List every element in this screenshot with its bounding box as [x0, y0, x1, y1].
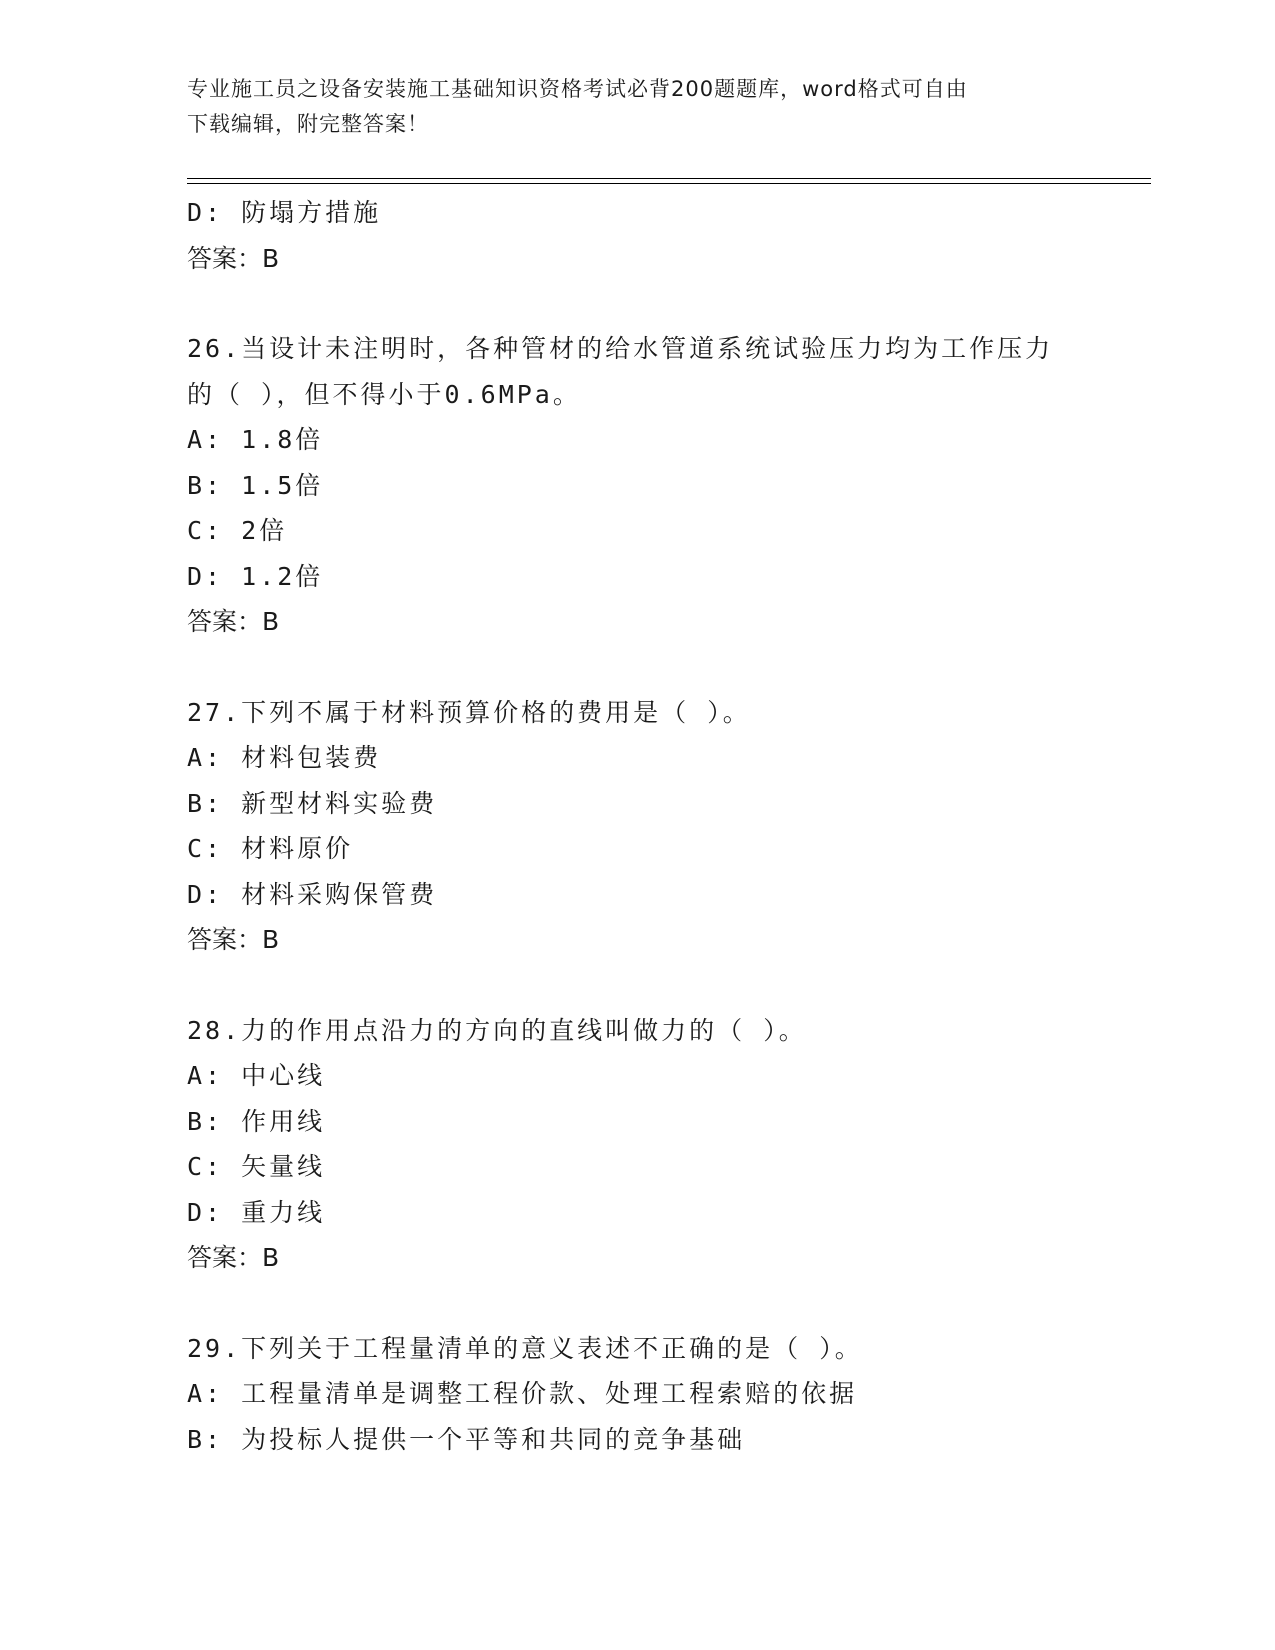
question-stem: 29.下列关于工程量清单的意义表述不正确的是（ ）。: [187, 1333, 863, 1363]
option-c: C: 矢量线: [187, 1152, 326, 1181]
question-stem: 26.当设计未注明时，各种管材的给水管道系统试验压力均为工作压力: [187, 334, 1054, 363]
question-25-tail: [187, 190, 1087, 281]
option-d: D: 重力线: [187, 1197, 326, 1227]
header-divider-top: [187, 178, 1151, 179]
option-c: C: 2倍: [187, 516, 288, 545]
option-b: B: 1.5倍: [187, 470, 324, 500]
header-divider-bottom: [187, 183, 1151, 184]
question-28: [187, 1008, 1087, 1281]
answer-line: 答案：B: [187, 243, 280, 273]
question-list: [187, 190, 1087, 1462]
option-a: A: 1.8倍: [187, 425, 324, 454]
document-header: [187, 72, 1087, 142]
spacer: [187, 963, 1087, 1008]
option-d: D: 防塌方措施: [187, 198, 382, 227]
option-a: A: 中心线: [187, 1061, 326, 1090]
spacer: [187, 645, 1087, 690]
question-stem: 27.下列不属于材料预算价格的费用是（ ）。: [187, 697, 751, 727]
option-b: B: 作用线: [187, 1106, 326, 1136]
header-line-2: 下载编辑，附完整答案！: [187, 112, 429, 136]
question-stem: 28.力的作用点沿力的方向的直线叫做力的（ ）。: [187, 1015, 807, 1045]
question-stem-continued: 的（ ），但不得小于0.6MPa。: [187, 379, 581, 409]
spacer: [187, 1281, 1087, 1326]
option-a: A: 工程量清单是调整工程价款、处理工程索赔的依据: [187, 1379, 858, 1408]
answer-line: 答案：B: [187, 925, 280, 954]
question-26: [187, 326, 1087, 645]
option-b: B: 新型材料实验费: [187, 788, 438, 818]
header-line-1: 专业施工员之设备安装施工基础知识资格考试必背200题题库，word格式可自由: [187, 77, 968, 101]
question-27: [187, 690, 1087, 963]
option-d: D: 1.2倍: [187, 561, 324, 591]
option-b: B: 为投标人提供一个平等和共同的竞争基础: [187, 1424, 746, 1454]
spacer: [187, 281, 1087, 326]
answer-line: 答案：B: [187, 1243, 280, 1272]
option-d: D: 材料采购保管费: [187, 879, 438, 909]
option-a: A: 材料包装费: [187, 743, 382, 772]
question-29: [187, 1326, 1087, 1463]
answer-line: 答案：B: [187, 607, 280, 636]
option-c: C: 材料原价: [187, 834, 354, 863]
